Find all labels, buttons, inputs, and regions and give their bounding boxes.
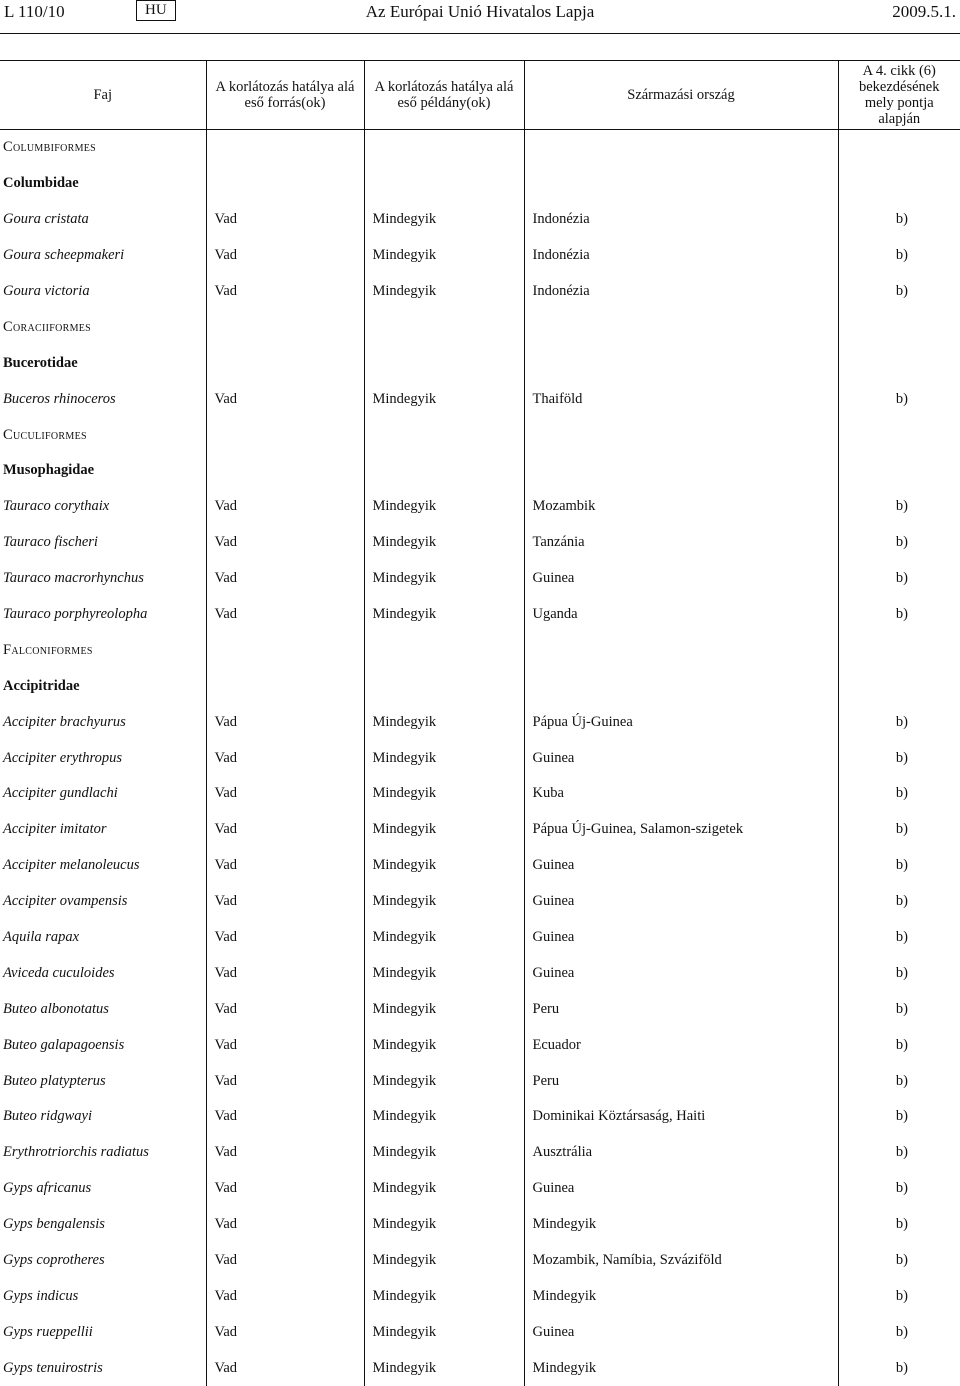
country-cell: Guinea [524, 920, 838, 956]
specimens-cell: Mindegyik [364, 1279, 524, 1315]
article-point-cell: b) [895, 713, 908, 730]
species-name: Gyps coprotheres [0, 1243, 206, 1279]
article-point-cell: b) [895, 964, 908, 981]
country-cell: Ausztrália [524, 1135, 838, 1171]
source-cell: Vad [206, 597, 364, 633]
table-row [0, 1063, 960, 1099]
empty-cell [838, 345, 960, 381]
table-row [0, 1099, 960, 1135]
article-point-cell: b) [895, 283, 908, 299]
specimens-cell: Mindegyik [364, 1099, 524, 1135]
source-cell: Vad [206, 991, 364, 1027]
header-divider [0, 33, 960, 34]
table-row [0, 1243, 960, 1279]
empty-cell [206, 417, 364, 453]
species-name: Gyps africanus [0, 1171, 206, 1207]
article-point-cell: b) [895, 857, 908, 874]
specimens-cell: Mindegyik [364, 920, 524, 956]
empty-cell [364, 309, 524, 345]
empty-cell [364, 417, 524, 453]
species-name: Accipiter ovampensis [0, 884, 206, 920]
country-cell: Indonézia [524, 202, 838, 238]
article-point-cell: b) [895, 247, 908, 264]
species-name: Goura cristata [0, 202, 206, 238]
specimens-cell: Mindegyik [364, 1243, 524, 1279]
article-point-cell: b) [895, 1287, 908, 1304]
article-point-cell: b) [895, 1108, 908, 1125]
source-cell: Vad [206, 202, 364, 238]
species-name: Erythrotriorchis radiatus [0, 1135, 206, 1171]
specimens-cell: Mindegyik [364, 1063, 524, 1099]
specimens-cell: Mindegyik [364, 884, 524, 920]
table-row [0, 525, 960, 561]
specimens-cell: Mindegyik [364, 525, 524, 561]
order-label: Coraciiformes [0, 309, 206, 345]
article-point-cell: b) [895, 749, 908, 766]
country-cell: Mozambik [524, 489, 838, 525]
empty-cell [838, 668, 960, 704]
table-row [0, 920, 960, 956]
article-point-cell: b) [895, 785, 908, 802]
table-row [0, 1279, 960, 1315]
article-point-cell: b) [895, 1144, 908, 1161]
order-label: Columbiformes [0, 130, 206, 166]
family-label: Bucerotidae [0, 345, 206, 381]
article-point-cell: b) [895, 1180, 908, 1197]
species-name: Buteo galapagoensis [0, 1027, 206, 1063]
table-row [0, 1135, 960, 1171]
source-cell: Vad [206, 955, 364, 991]
source-cell: Vad [206, 1243, 364, 1279]
country-cell: Mindegyik [524, 1207, 838, 1243]
order-row [0, 309, 960, 345]
source-cell: Vad [206, 1171, 364, 1207]
specimens-cell: Mindegyik [364, 848, 524, 884]
empty-cell [524, 309, 838, 345]
specimens-cell: Mindegyik [364, 1135, 524, 1171]
order-row [0, 632, 960, 668]
family-label: Columbidae [0, 166, 206, 202]
species-name: Buteo ridgwayi [0, 1099, 206, 1135]
empty-cell [524, 345, 838, 381]
empty-cell [524, 632, 838, 668]
article-point-cell: b) [895, 534, 908, 551]
article-point-cell: b) [895, 1359, 908, 1376]
family-label: Accipitridae [0, 668, 206, 704]
species-name: Gyps tenuirostris [0, 1350, 206, 1386]
source-cell: Vad [206, 920, 364, 956]
article-point-cell: b) [895, 1072, 908, 1089]
table-row [0, 848, 960, 884]
source-cell: Vad [206, 489, 364, 525]
article-point-cell: b) [895, 498, 908, 515]
empty-cell [206, 345, 364, 381]
source-cell: Vad [206, 561, 364, 597]
empty-cell [206, 632, 364, 668]
source-cell: Vad [206, 1063, 364, 1099]
species-name: Gyps rueppellii [0, 1314, 206, 1350]
table-header [0, 61, 960, 130]
species-name: Buteo albonotatus [0, 991, 206, 1027]
header-row [0, 61, 960, 130]
family-row [0, 166, 960, 202]
specimens-cell: Mindegyik [364, 381, 524, 417]
article-point-cell: b) [895, 1323, 908, 1340]
article-point-cell: b) [895, 893, 908, 910]
table-row [0, 991, 960, 1027]
country-cell: Indonézia [524, 274, 838, 310]
table-row [0, 776, 960, 812]
specimens-cell: Mindegyik [364, 776, 524, 812]
order-label: Cuculiformes [0, 417, 206, 453]
specimens-cell: Mindegyik [364, 1207, 524, 1243]
country-cell: Indonézia [524, 238, 838, 274]
country-cell: Uganda [524, 597, 838, 633]
source-cell: Vad [206, 1099, 364, 1135]
source-cell: Vad [206, 274, 364, 310]
table-row [0, 381, 960, 417]
empty-cell [838, 453, 960, 489]
specimens-cell: Mindegyik [364, 597, 524, 633]
article-point-cell: b) [895, 606, 908, 623]
table-row [0, 1171, 960, 1207]
species-name: Tauraco macrorhynchus [0, 561, 206, 597]
empty-cell [364, 166, 524, 202]
specimens-cell: Mindegyik [364, 274, 524, 310]
country-cell: Guinea [524, 884, 838, 920]
source-cell: Vad [206, 704, 364, 740]
country-cell: Guinea [524, 1171, 838, 1207]
article-point-cell: b) [895, 1000, 908, 1017]
empty-cell [206, 130, 364, 166]
source-cell: Vad [206, 848, 364, 884]
species-name: Gyps bengalensis [0, 1207, 206, 1243]
table-row [0, 489, 960, 525]
table-row [0, 704, 960, 740]
species-name: Goura victoria [0, 274, 206, 310]
order-label: Falconiformes [0, 632, 206, 668]
species-table [0, 60, 960, 1386]
specimens-cell: Mindegyik [364, 238, 524, 274]
empty-cell [524, 166, 838, 202]
country-cell: Kuba [524, 776, 838, 812]
table-row [0, 1027, 960, 1063]
column-header-species: Faj [0, 61, 206, 130]
specimens-cell: Mindegyik [364, 740, 524, 776]
source-cell: Vad [206, 525, 364, 561]
country-cell: Guinea [524, 740, 838, 776]
family-row [0, 668, 960, 704]
table-row [0, 1207, 960, 1243]
species-name: Tauraco porphyreolopha [0, 597, 206, 633]
specimens-cell: Mindegyik [364, 561, 524, 597]
article-point-cell: b) [895, 211, 908, 228]
country-cell: Guinea [524, 955, 838, 991]
article-point-cell: b) [895, 1252, 908, 1269]
table-row [0, 1350, 960, 1386]
empty-cell [838, 130, 960, 166]
empty-cell [206, 309, 364, 345]
source-cell: Vad [206, 1314, 364, 1350]
table-body [0, 130, 960, 1386]
country-cell: Ecuador [524, 1027, 838, 1063]
empty-cell [364, 453, 524, 489]
country-cell: Guinea [524, 561, 838, 597]
empty-cell [206, 166, 364, 202]
country-cell: Peru [524, 1063, 838, 1099]
specimens-cell: Mindegyik [364, 489, 524, 525]
country-cell: Tanzánia [524, 525, 838, 561]
table-row [0, 202, 960, 238]
source-cell: Vad [206, 238, 364, 274]
publication-date: 2009.5.1. [892, 2, 956, 21]
country-cell: Peru [524, 991, 838, 1027]
article-point-cell: b) [895, 821, 908, 838]
specimens-cell: Mindegyik [364, 991, 524, 1027]
family-row [0, 453, 960, 489]
article-point-cell: b) [895, 390, 908, 407]
column-header-source: A korlátozás hatálya alá eső forrás(ok) [206, 61, 364, 130]
source-cell: Vad [206, 1135, 364, 1171]
species-table-container [0, 60, 960, 1386]
journal-title: Az Európai Unió Hivatalos Lapja [365, 2, 595, 21]
country-cell: Mindegyik [524, 1279, 838, 1315]
empty-cell [364, 130, 524, 166]
empty-cell [838, 309, 960, 345]
species-name: Accipiter erythropus [0, 740, 206, 776]
table-row [0, 812, 960, 848]
source-cell: Vad [206, 740, 364, 776]
language-badge: HU [136, 0, 176, 21]
specimens-cell: Mindegyik [364, 955, 524, 991]
specimens-cell: Mindegyik [364, 1314, 524, 1350]
source-cell: Vad [206, 1027, 364, 1063]
empty-cell [838, 417, 960, 453]
source-cell: Vad [206, 1350, 364, 1386]
specimens-cell: Mindegyik [364, 1350, 524, 1386]
source-cell: Vad [206, 1207, 364, 1243]
empty-cell [524, 453, 838, 489]
article-point-cell: b) [895, 570, 908, 587]
order-row [0, 417, 960, 453]
table-row [0, 238, 960, 274]
page-reference: L 110/10 [4, 2, 65, 21]
species-name: Accipiter melanoleucus [0, 848, 206, 884]
page-header [0, 0, 960, 26]
country-cell: Thaiföld [524, 381, 838, 417]
species-name: Tauraco corythaix [0, 489, 206, 525]
species-name: Accipiter gundlachi [0, 776, 206, 812]
country-cell: Dominikai Köztársaság, Haiti [524, 1099, 838, 1135]
table-row [0, 740, 960, 776]
column-header-article-point: A 4. cikk (6) bekezdésének mely pontja alapján [838, 61, 960, 130]
article-point-cell: b) [895, 1216, 908, 1233]
specimens-cell: Mindegyik [364, 1027, 524, 1063]
table-row [0, 884, 960, 920]
species-name: Aquila rapax [0, 920, 206, 956]
species-name: Buteo platypterus [0, 1063, 206, 1099]
source-cell: Vad [206, 381, 364, 417]
specimens-cell: Mindegyik [364, 202, 524, 238]
species-name: Buceros rhinoceros [0, 381, 206, 417]
source-cell: Vad [206, 884, 364, 920]
empty-cell [364, 668, 524, 704]
species-name: Goura scheepmakeri [0, 238, 206, 274]
species-name: Accipiter brachyurus [0, 704, 206, 740]
country-cell: Pápua Új-Guinea [524, 704, 838, 740]
family-label: Musophagidae [0, 453, 206, 489]
empty-cell [364, 345, 524, 381]
species-name: Accipiter imitator [0, 812, 206, 848]
table-row [0, 597, 960, 633]
table-row [0, 1314, 960, 1350]
empty-cell [206, 668, 364, 704]
empty-cell [524, 417, 838, 453]
empty-cell [206, 453, 364, 489]
source-cell: Vad [206, 1279, 364, 1315]
species-name: Aviceda cuculoides [0, 955, 206, 991]
table-row [0, 955, 960, 991]
country-cell: Mindegyik [524, 1350, 838, 1386]
column-header-specimens: A korlátozás hatálya alá eső példány(ok) [364, 61, 524, 130]
country-cell: Guinea [524, 848, 838, 884]
empty-cell [524, 668, 838, 704]
country-cell: Pápua Új-Guinea, Salamon-szigetek [524, 812, 838, 848]
order-row [0, 130, 960, 166]
country-cell: Guinea [524, 1314, 838, 1350]
empty-cell [838, 166, 960, 202]
specimens-cell: Mindegyik [364, 704, 524, 740]
source-cell: Vad [206, 776, 364, 812]
article-point-cell: b) [895, 929, 908, 946]
empty-cell [364, 632, 524, 668]
empty-cell [524, 130, 838, 166]
species-name: Gyps indicus [0, 1279, 206, 1315]
family-row [0, 345, 960, 381]
country-cell: Mozambik, Namíbia, Szváziföld [524, 1243, 838, 1279]
specimens-cell: Mindegyik [364, 812, 524, 848]
specimens-cell: Mindegyik [364, 1171, 524, 1207]
column-header-country: Származási ország [524, 61, 838, 130]
table-row [0, 274, 960, 310]
empty-cell [838, 632, 960, 668]
species-name: Tauraco fischeri [0, 525, 206, 561]
source-cell: Vad [206, 812, 364, 848]
table-row [0, 561, 960, 597]
article-point-cell: b) [895, 1036, 908, 1053]
